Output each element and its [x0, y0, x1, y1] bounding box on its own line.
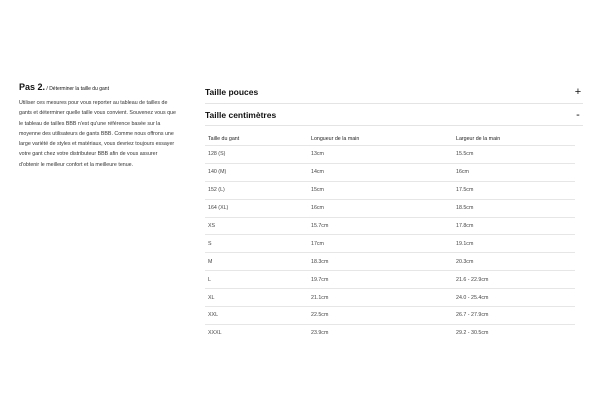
plus-icon[interactable]: +: [574, 86, 582, 98]
step-section: [19, 82, 177, 170]
step-subtitle: / Déterminer la taille du gant: [45, 86, 109, 92]
hand-width-cell: 29.2 - 30.5cm: [453, 324, 575, 341]
hand-width-cell: 19.1cm: [453, 235, 575, 253]
hand-width-cell: 18.5cm: [453, 199, 575, 217]
divider: [205, 125, 583, 126]
table-row: [205, 253, 575, 271]
hand-width-cell: 16cm: [453, 163, 575, 181]
accordion-cm[interactable]: [205, 108, 583, 122]
table-row: [205, 271, 575, 289]
divider: [205, 103, 583, 104]
size-table: [205, 132, 575, 342]
hand-length-cell: 17cm: [308, 235, 453, 253]
table-row: [205, 289, 575, 307]
hand-width-cell: 26.7 - 27.9cm: [453, 307, 575, 325]
table-header-row: [205, 132, 575, 146]
hand-width-cell: 15.5cm: [453, 146, 575, 164]
table-row: [205, 181, 575, 199]
hand-length-cell: 18.3cm: [308, 253, 453, 271]
table-row: [205, 146, 575, 164]
accordion-inches-label: Taille pouces: [205, 87, 259, 97]
table-row: [205, 199, 575, 217]
glove-size-cell: M: [205, 253, 308, 271]
table-row: [205, 235, 575, 253]
minus-icon[interactable]: -: [576, 109, 580, 121]
step-description: Utiliser ces mesures pour vous reporter au tableau de tailles de gants et déterminer quelle taille vous convient. Souvenez vous que le tableau de tailles BBB n'est qu'une référence basée sur la moyenne des utilisateurs de gants BBB. Comme nous offrons une large variété de styles et matériaux, vous devriez toujours essayer votre gant chez votre distributeur BBB afin de vous assurer d'obtenir le meilleur confort et la meilleure tenue.: [19, 100, 176, 168]
glove-size-cell: XXL: [205, 307, 308, 325]
step-heading: [19, 82, 177, 92]
hand-length-cell: 15cm: [308, 181, 453, 199]
header-glove-size: Taille du gant: [208, 135, 240, 142]
header-hand-width: Largeur de la main: [456, 135, 501, 142]
glove-size-cell: L: [205, 271, 308, 289]
accordion-inches[interactable]: [205, 85, 583, 99]
table-row: [205, 307, 575, 325]
hand-length-cell: 15.7cm: [308, 217, 453, 235]
glove-size-cell: 152 (L): [205, 181, 308, 199]
hand-width-cell: 20.3cm: [453, 253, 575, 271]
glove-size-cell: XS: [205, 217, 308, 235]
hand-length-cell: 14cm: [308, 163, 453, 181]
hand-length-cell: 19.7cm: [308, 271, 453, 289]
table-row: [205, 324, 575, 341]
glove-size-cell: XL: [205, 289, 308, 307]
hand-length-cell: 21.1cm: [308, 289, 453, 307]
hand-width-cell: 21.6 - 22.9cm: [453, 271, 575, 289]
hand-length-cell: 23.9cm: [308, 324, 453, 341]
hand-length-cell: 16cm: [308, 199, 453, 217]
glove-size-cell: XXXL: [205, 324, 308, 341]
glove-size-cell: 164 (XL): [205, 199, 308, 217]
hand-width-cell: 17.5cm: [453, 181, 575, 199]
glove-size-cell: 140 (M): [205, 163, 308, 181]
glove-size-cell: 128 (S): [205, 146, 308, 164]
table-row: [205, 163, 575, 181]
glove-size-cell: S: [205, 235, 308, 253]
header-hand-length: Longueur de la main: [311, 135, 360, 142]
hand-length-cell: 13cm: [308, 146, 453, 164]
hand-length-cell: 22.5cm: [308, 307, 453, 325]
accordion-cm-label: Taille centimètres: [205, 110, 277, 120]
table-row: [205, 217, 575, 235]
step-title: Pas 2.: [19, 82, 46, 92]
hand-width-cell: 17.8cm: [453, 217, 575, 235]
hand-width-cell: 24.0 - 25.4cm: [453, 289, 575, 307]
